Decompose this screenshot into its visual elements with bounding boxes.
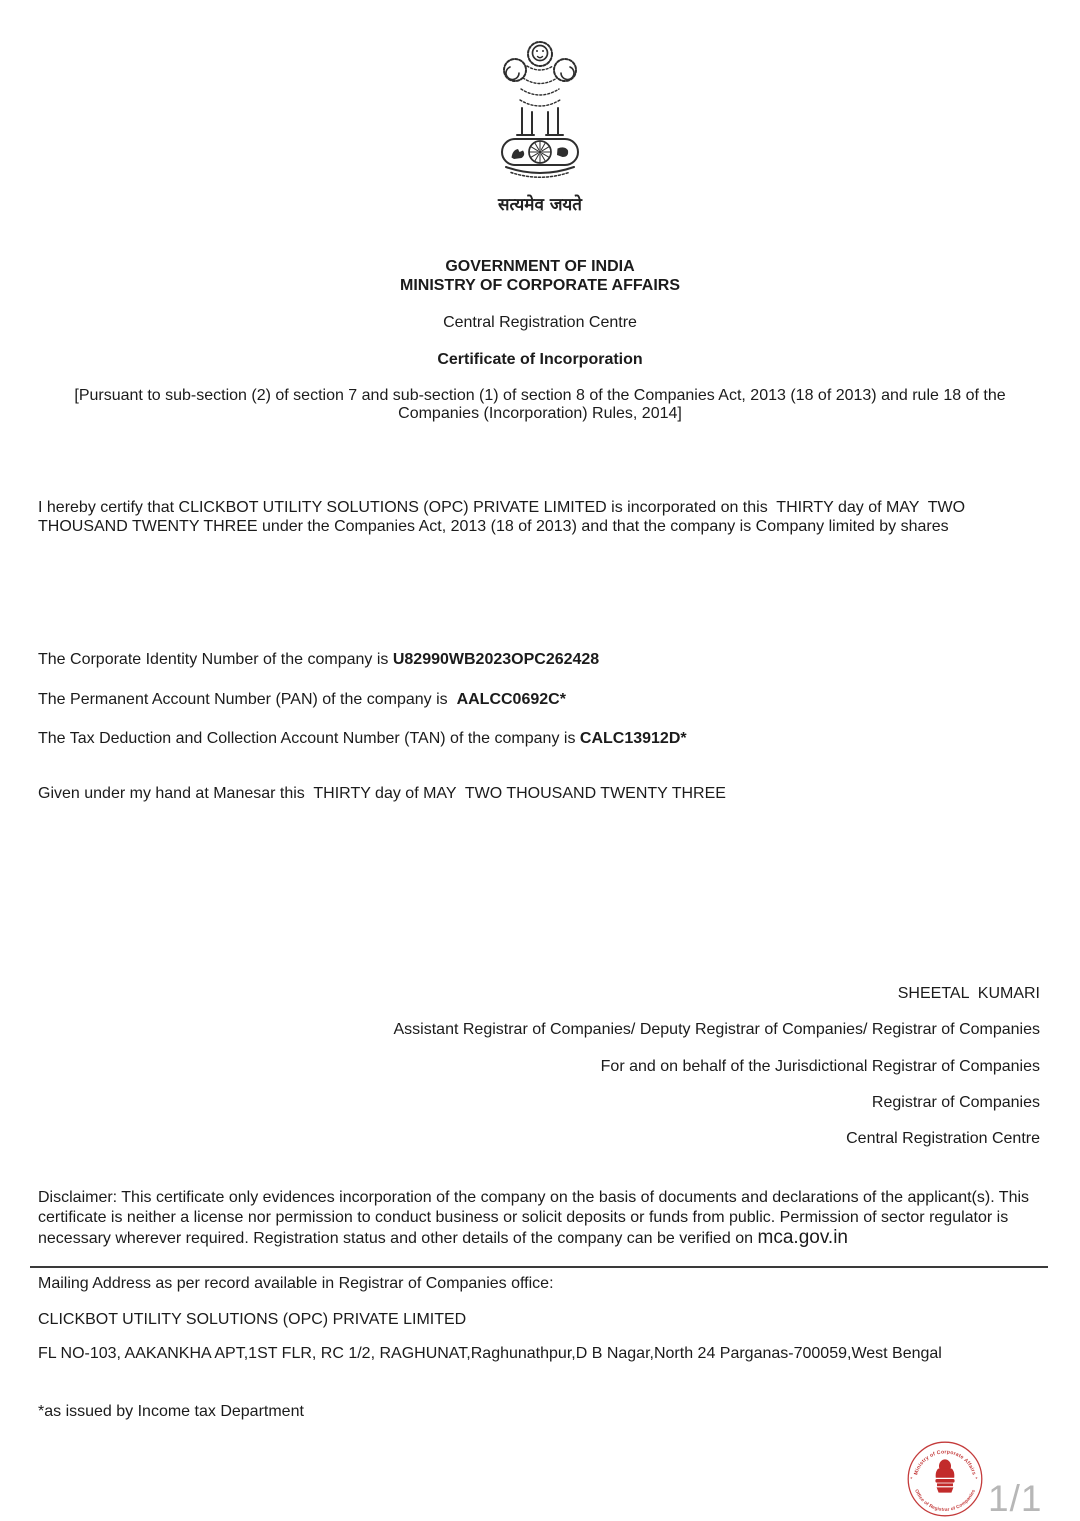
disclaimer-text: Disclaimer: This certificate only evidences incorporation of the company on the basis of documents and declarations of the applicant(s). This certificate is neither a license nor permission to conduct business or solicit deposits or funds from public. Permission of sector regulator is necessary wherever required. Registration status and other details of the company can be verified on: [38, 1189, 1034, 1247]
on-behalf-line: For and on behalf of the Jurisdictional Registrar of Companies: [600, 1058, 1040, 1075]
stamp-bottom-text: Office of Registrar of Companies: [914, 1488, 976, 1513]
cin-line: [38, 650, 1044, 669]
disclaimer-paragraph: [38, 1188, 1046, 1249]
emblem-motto-text: सत्यमेव जयते: [498, 195, 582, 215]
pan-label: The Permanent Account Number (PAN) of the company is: [38, 691, 453, 708]
registration-centre-line: Central Registration Centre: [846, 1130, 1040, 1147]
given-under-hand-line: Given under my hand at Manesar this THIRTY day of MAY TWO THOUSAND TWENTY THREE: [38, 785, 726, 802]
officer-designation: Assistant Registrar of Companies/ Deputy Registrar of Companies/ Registrar of Companies: [393, 1021, 1040, 1038]
ministry-heading: MINISTRY OF CORPORATE AFFAIRS: [399, 277, 680, 294]
certificate-title: Certificate of Incorporation: [437, 351, 643, 368]
officer-name: SHEETAL KUMARI: [897, 985, 1040, 1002]
mca-website-link[interactable]: mca.gov.in: [757, 1227, 848, 1248]
pan-value: AALCC0692C*: [456, 691, 566, 708]
roc-stamp-icon: [905, 1439, 985, 1519]
cin-value: U82990WB2023OPC262428: [392, 651, 600, 668]
company-address: FL NO-103, AAKANKHA APT,1ST FLR, RC 1/2, RAGHUNAT,Raghunathpur,D B Nagar,North 24 Parganas-700059,West Bengal: [38, 1345, 942, 1362]
section-divider: [30, 1266, 1048, 1268]
ashoka-emblem-icon: [490, 36, 590, 192]
company-name: CLICKBOT UTILITY SOLUTIONS (OPC) PRIVATE LIMITED: [38, 1311, 467, 1328]
income-tax-footnote: *as issued by Income tax Department: [38, 1403, 304, 1420]
roc-stamp-svg: [905, 1439, 985, 1519]
government-heading: GOVERNMENT OF INDIA: [445, 258, 635, 275]
certification-paragraph: I hereby certify that CLICKBOT UTILITY SOLUTIONS (OPC) PRIVATE LIMITED is incorporated on this THIRTY day of MAY TWO THOUSAND TWENTY THREE under the Companies Act, 2013 (18 of 2013) and that the company is Company limited by shares: [38, 499, 970, 535]
stamp-top-text: Ministry of Corporate Affairs: [913, 1449, 977, 1476]
mailing-address-heading: Mailing Address as per record available in Registrar of Companies office:: [38, 1275, 554, 1292]
pan-line: [38, 690, 1044, 709]
page-number: 1/1: [988, 1478, 1043, 1519]
stamp-star-left: *: [910, 1477, 913, 1483]
stamp-star-right: *: [975, 1477, 978, 1483]
cin-label: The Corporate Identity Number of the company is: [38, 651, 393, 668]
registrar-line: Registrar of Companies: [871, 1094, 1040, 1111]
stamp-center-emblem: [935, 1459, 954, 1492]
registration-centre-subheading: Central Registration Centre: [443, 314, 637, 331]
tan-value: CALC13912D*: [579, 730, 687, 747]
tan-label: The Tax Deduction and Collection Account Number (TAN) of the company is: [38, 730, 580, 747]
ashoka-emblem-svg: [490, 36, 590, 192]
tan-line: [38, 729, 1044, 748]
pursuant-clause: [Pursuant to sub-section (2) of section 7 and sub-section (1) of section 8 of the Companies Act, 2013 (18 of 2013) and rule 18 of the Companies (Incorporation) Rules, 2014]: [74, 387, 1011, 422]
